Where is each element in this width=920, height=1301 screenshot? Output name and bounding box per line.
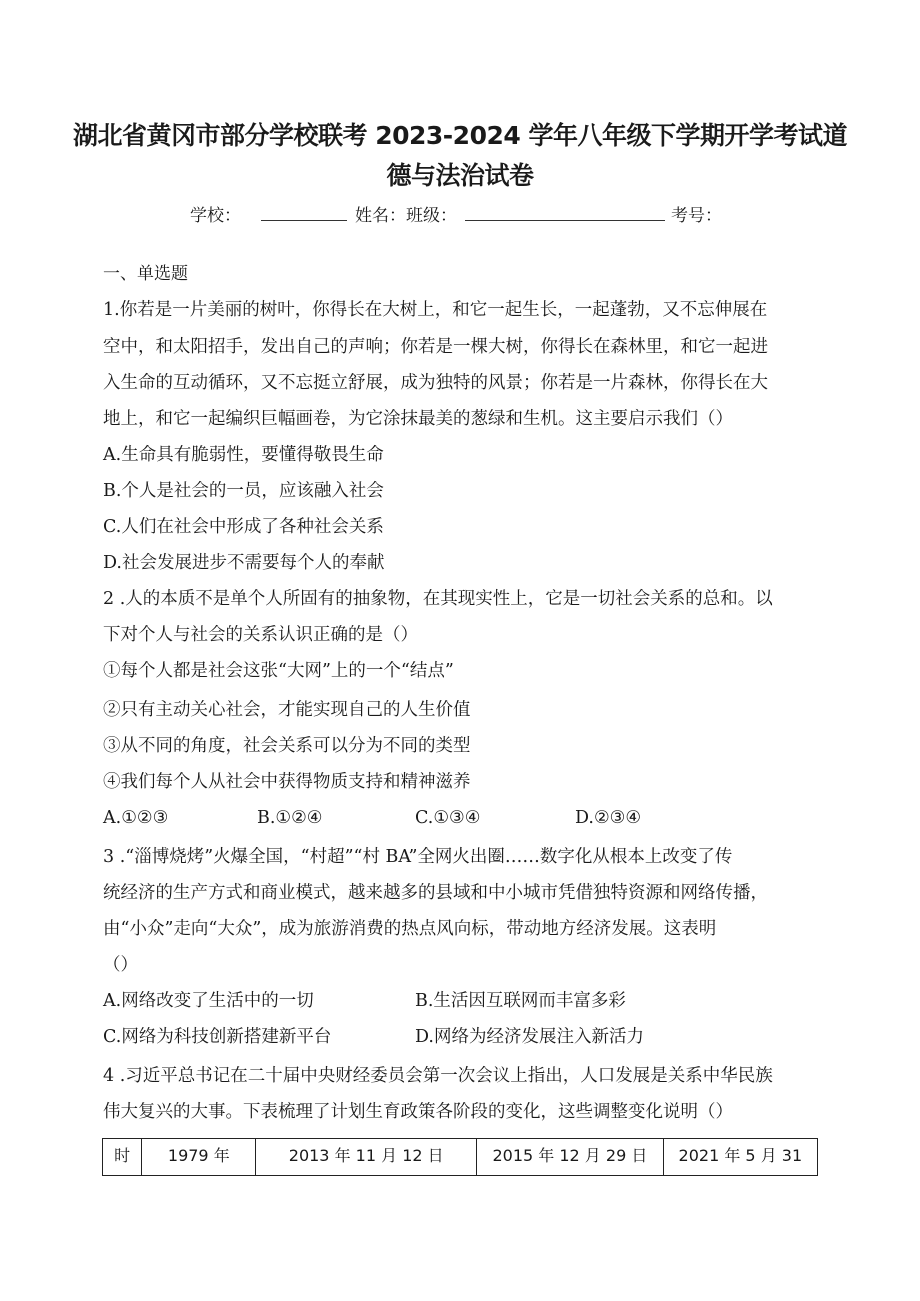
q1-line-1: 1.你若是一片美丽的树叶，你得长在大树上，和它一起生长，一起蓬勃，又不忘伸展在 xyxy=(103,300,768,320)
school-blank[interactable] xyxy=(261,202,347,221)
q2-statement-2: ②只有主动关心社会，才能实现自己的人生价值 xyxy=(103,700,471,720)
q1-line-2: 空中，和太阳招手，发出自己的声响；你若是一棵大树，你得长在森林里，和它一起进 xyxy=(103,337,768,357)
table-row xyxy=(103,1139,818,1176)
table-header-cell: 2021 年 5 月 31 xyxy=(663,1139,817,1176)
q2-statement-3: ③从不同的角度，社会关系可以分为不同的类型 xyxy=(103,736,471,756)
q2-line-2: 下对个人与社会的关系认识正确的是（） xyxy=(103,625,418,645)
q4-line-2: 伟大复兴的大事。下表梳理了计划生育政策各阶段的变化，这些调整变化说明（） xyxy=(103,1102,733,1122)
q3-option-c: C.网络为科技创新搭建新平台 xyxy=(103,1027,332,1047)
q3-option-a: A.网络改变了生活中的一切 xyxy=(103,991,314,1011)
q1-option-a: A.生命具有脆弱性，要懂得敬畏生命 xyxy=(103,445,384,465)
q3-line-1: 3 .“淄博烧烤”火爆全国，“村超”“村 BA”全网火出圈……数字化从根本上改变了传 xyxy=(103,847,733,867)
section-heading: 一、单选题 xyxy=(103,264,188,284)
q1-option-d: D.社会发展进步不需要每个人的奉献 xyxy=(103,553,385,573)
q1-option-c: C.人们在社会中形成了各种社会关系 xyxy=(103,517,384,537)
exam-title-line2: 德与法治试卷 xyxy=(386,161,534,190)
q2-statement-1: ①每个人都是社会这张“大网”上的一个“结点” xyxy=(103,661,454,681)
exam-title-line1: 湖北省黄冈市部分学校联考 2023-2024 学年八年级下学期开学考试道 xyxy=(73,121,847,150)
q1-line-4: 地上，和它一起编织巨幅画卷，为它涂抹最美的葱绿和生机。这主要启示我们（） xyxy=(103,409,733,429)
table-header-cell: 1979 年 xyxy=(142,1139,256,1176)
q2-option-d: D.②③④ xyxy=(575,808,642,828)
table-header-cell: 2015 年 12 月 29 日 xyxy=(477,1139,664,1176)
q1-option-b: B.个人是社会的一员，应该融入社会 xyxy=(103,481,384,501)
student-info-row xyxy=(190,202,722,228)
q3-line-3: 由“小众”走向“大众”，成为旅游消费的热点风向标，带动地方经济发展。这表明 xyxy=(103,919,717,939)
q2-statement-4: ④我们每个人从社会中获得物质支持和精神滋养 xyxy=(103,772,471,792)
exam-no-label: 考号： xyxy=(671,206,722,226)
q3-option-d: D.网络为经济发展注入新活力 xyxy=(415,1027,644,1047)
q2-line-1: 2 .人的本质不是单个人所固有的抽象物，在其现实性上，它是一切社会关系的总和。以 xyxy=(103,589,773,609)
q2-option-c: C.①③④ xyxy=(415,808,481,828)
q3-line-2: 统经济的生产方式和商业模式，越来越多的县域和中小城市凭借独特资源和网络传播， xyxy=(103,883,768,903)
q1-line-3: 入生命的互动循环，又不忘挺立舒展，成为独特的风景；你若是一片森林，你得长在大 xyxy=(103,373,768,393)
q3-option-b: B.生活因互联网而丰富多彩 xyxy=(415,991,626,1011)
name-label: 姓名： xyxy=(355,206,406,226)
table-header-cell: 时 xyxy=(103,1139,142,1176)
q3-line-4: （） xyxy=(103,955,138,975)
class-blank[interactable] xyxy=(465,202,665,221)
table-header-cell: 2013 年 11 月 12 日 xyxy=(256,1139,477,1176)
school-label: 学校： xyxy=(190,206,241,226)
policy-table xyxy=(102,1138,818,1176)
q2-option-b: B.①②④ xyxy=(257,808,323,828)
class-label: 班级： xyxy=(406,206,457,226)
q4-line-1: 4 .习近平总书记在二十届中央财经委员会第一次会议上指出，人口发展是关系中华民族 xyxy=(103,1066,773,1086)
q2-option-a: A.①②③ xyxy=(103,808,169,828)
